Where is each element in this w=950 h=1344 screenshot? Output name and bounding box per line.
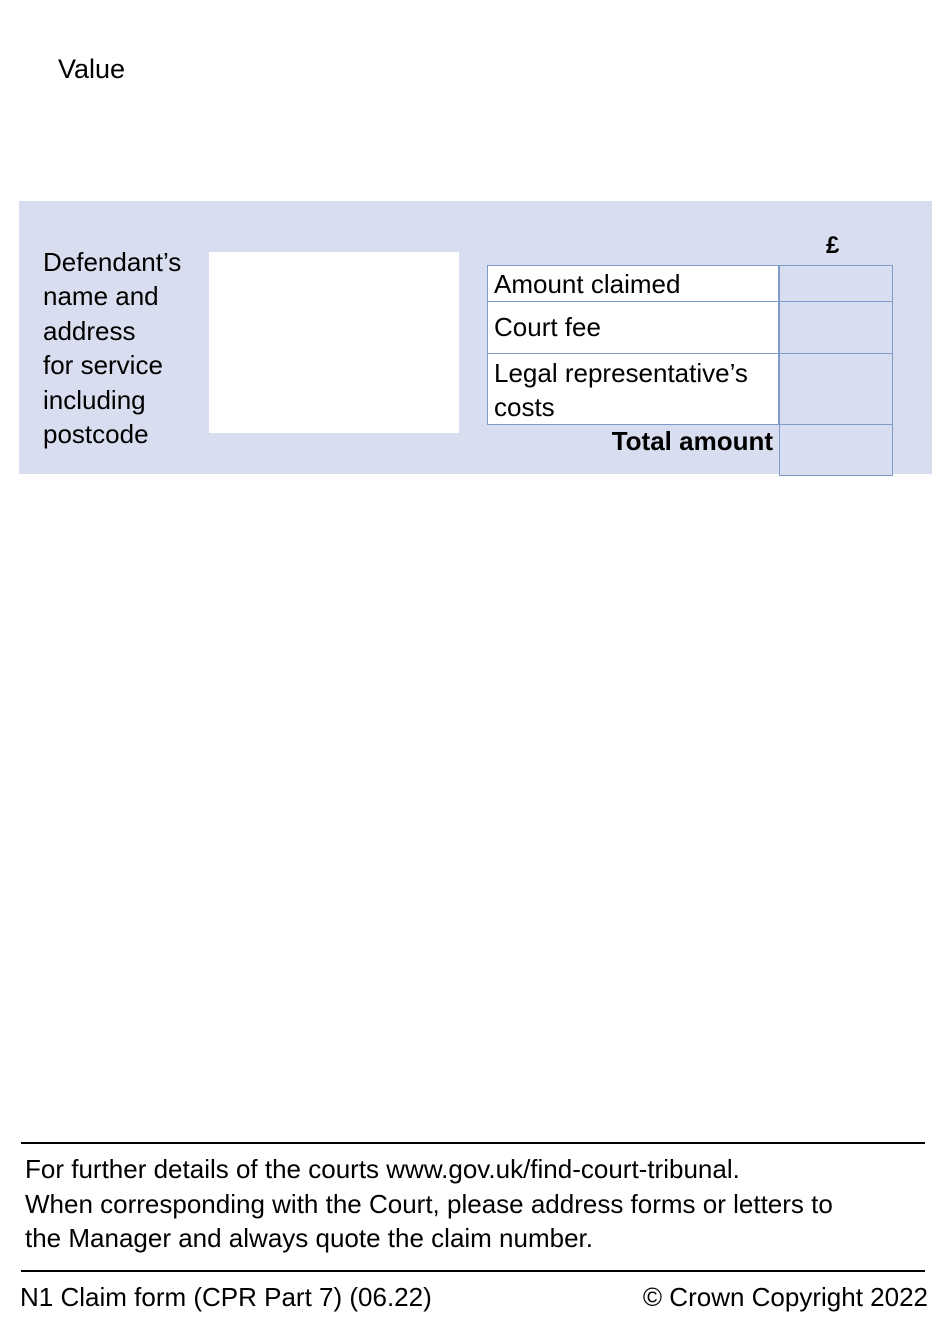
- defendant-label-line: including: [43, 384, 146, 415]
- footer-note-line: For further details of the courts www.gov.uk/find-court-tribunal.: [25, 1154, 740, 1184]
- footer-note-line: the Manager and always quote the claim number.: [25, 1223, 594, 1253]
- court-fee-field[interactable]: [779, 301, 893, 354]
- defendant-label: [43, 245, 208, 451]
- footer-bottom-divider: [21, 1270, 925, 1272]
- legal-costs-label: [487, 353, 779, 425]
- currency-symbol: £: [826, 232, 840, 259]
- legal-costs-label-line1: Legal representative’s: [494, 358, 748, 388]
- defendant-label-line: name and: [43, 281, 159, 312]
- court-fee-label-text: Court fee: [494, 312, 601, 342]
- legal-costs-field[interactable]: [779, 353, 893, 425]
- copyright-notice: © Crown Copyright 2022: [642, 1282, 928, 1312]
- defendant-label-line: for service: [43, 350, 163, 381]
- value-heading: Value: [58, 54, 126, 84]
- footer-notes: [25, 1152, 925, 1256]
- footer-note-line: When corresponding with the Court, please address forms or letters to: [25, 1188, 833, 1219]
- defendant-label-line: address: [43, 315, 136, 346]
- amount-claimed-field[interactable]: [779, 265, 893, 302]
- footer-top-divider: [21, 1142, 925, 1144]
- legal-costs-label-line2: costs: [494, 392, 555, 422]
- amount-claimed-label: [487, 265, 779, 302]
- defendant-address-field[interactable]: [209, 252, 459, 433]
- total-amount-label: Total amount: [611, 426, 773, 456]
- total-amount-field[interactable]: [779, 424, 893, 476]
- form-identifier: N1 Claim form (CPR Part 7) (06.22): [20, 1282, 432, 1312]
- court-fee-label: [487, 301, 779, 354]
- amount-claimed-label-text: Amount claimed: [494, 269, 681, 299]
- defendant-label-line: postcode: [43, 419, 149, 450]
- defendant-label-line: Defendant’s: [43, 247, 182, 277]
